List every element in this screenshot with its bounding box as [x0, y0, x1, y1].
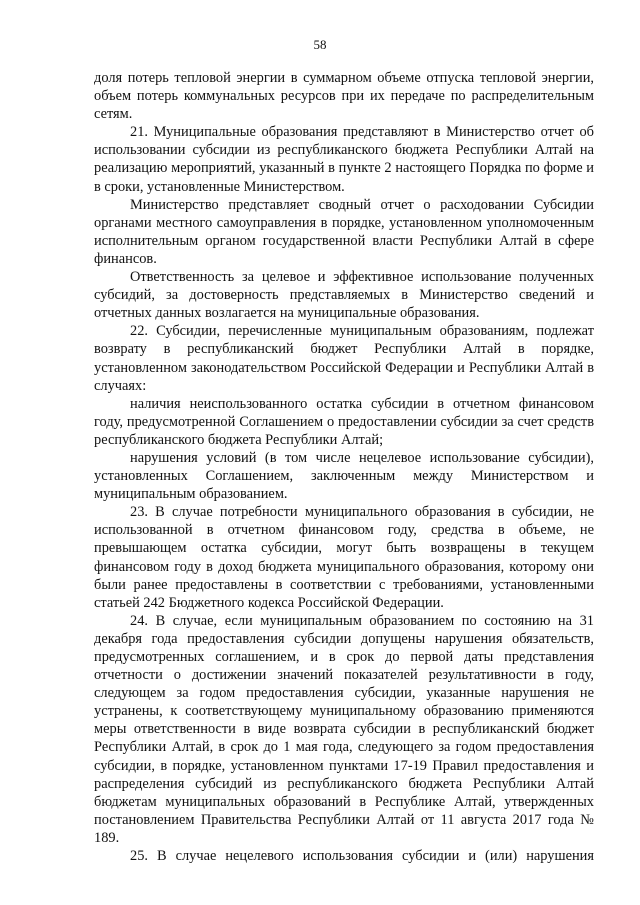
paragraph: 22. Субсидии, перечисленные муниципальным образованиям, подлежат возврату в республиканский бюджет Республики Алтай в порядке, установленном законодательством Российской Федерации и Республики Алтай в случаях:: [94, 323, 594, 394]
paragraph: 23. В случае потребности муниципального образования в субсидии, не использованной в отчетном финансовом году, средства в объеме, не превышающем остатка субсидии, могут быть возвращены в текущем финансовом году в доход бюджета муниципального образования, которому они были ранее предоставлены в соответствии с требованиями, установленными статьей 242 Бюджетного кодекса Российской Федерации.: [94, 504, 594, 611]
paragraph: Министерство представляет сводный отчет о расходовании Субсидии органами местного самоуправления в порядке, установленном уполномоченным исполнительным органом государственной власти Республики Алтай в сфере финансов.: [94, 196, 594, 267]
paragraph: наличия неиспользованного остатка субсидии в отчетном финансовом году, предусмотренной Соглашением о предоставлении субсидии за счет средств республиканского бюджета Республики Алтай;: [94, 395, 594, 448]
page-number: 58: [313, 37, 327, 52]
document-body: [94, 69, 594, 865]
paragraph: нарушения условий (в том числе нецелевое использование субсидии), установленных Соглашением, заключенным между Министерством и муниципальным образованием.: [94, 449, 594, 503]
paragraph: 25. В случае нецелевого использования субсидии и (или) нарушения: [130, 848, 594, 865]
paragraph: 24. В случае, если муниципальным образованием по состоянию на 31 декабря года предоставления субсидии допущены нарушения обязательств, предусмотренных соглашением, и в срок до первой даты представления отчетности о достижении значений показателей результативности в году, следующем за годом предоставления субсидии, указанные нарушения не устранены, к соответствующему муниципальному образованию применяются меры ответственности в виде возврата субсидии в республиканский бюджет Республики Алтай, в срок до 1 мая года, следующего за годом предоставления субсидии, в порядке, установленном пунктами 17-19 Правил предоставления и распределения субсидий из республиканского бюджета Республики Алтай бюджетам муниципальных образований в Республике Алтай, утвержденных постановлением Правительства Республики Алтай от 11 августа 2017 года № 189.: [94, 612, 594, 846]
paragraph: 21. Муниципальные образования представляют в Министерство отчет об использовании субсидии из республиканского бюджета Республики Алтай на реализацию мероприятий, указанный в пункте 2 настоящего Порядка по форме и в сроки, установленные Министерством.: [94, 124, 594, 195]
paragraph: доля потерь тепловой энергии в суммарном объеме отпуска тепловой энергии, объем потерь коммунальных ресурсов при их передаче по распределительным сетям.: [94, 70, 594, 123]
paragraph: Ответственность за целевое и эффективное использование полученных субсидий, за достоверность представляемых в Министерство сведений и отчетных данных возлагается на муниципальные образования.: [94, 269, 594, 322]
